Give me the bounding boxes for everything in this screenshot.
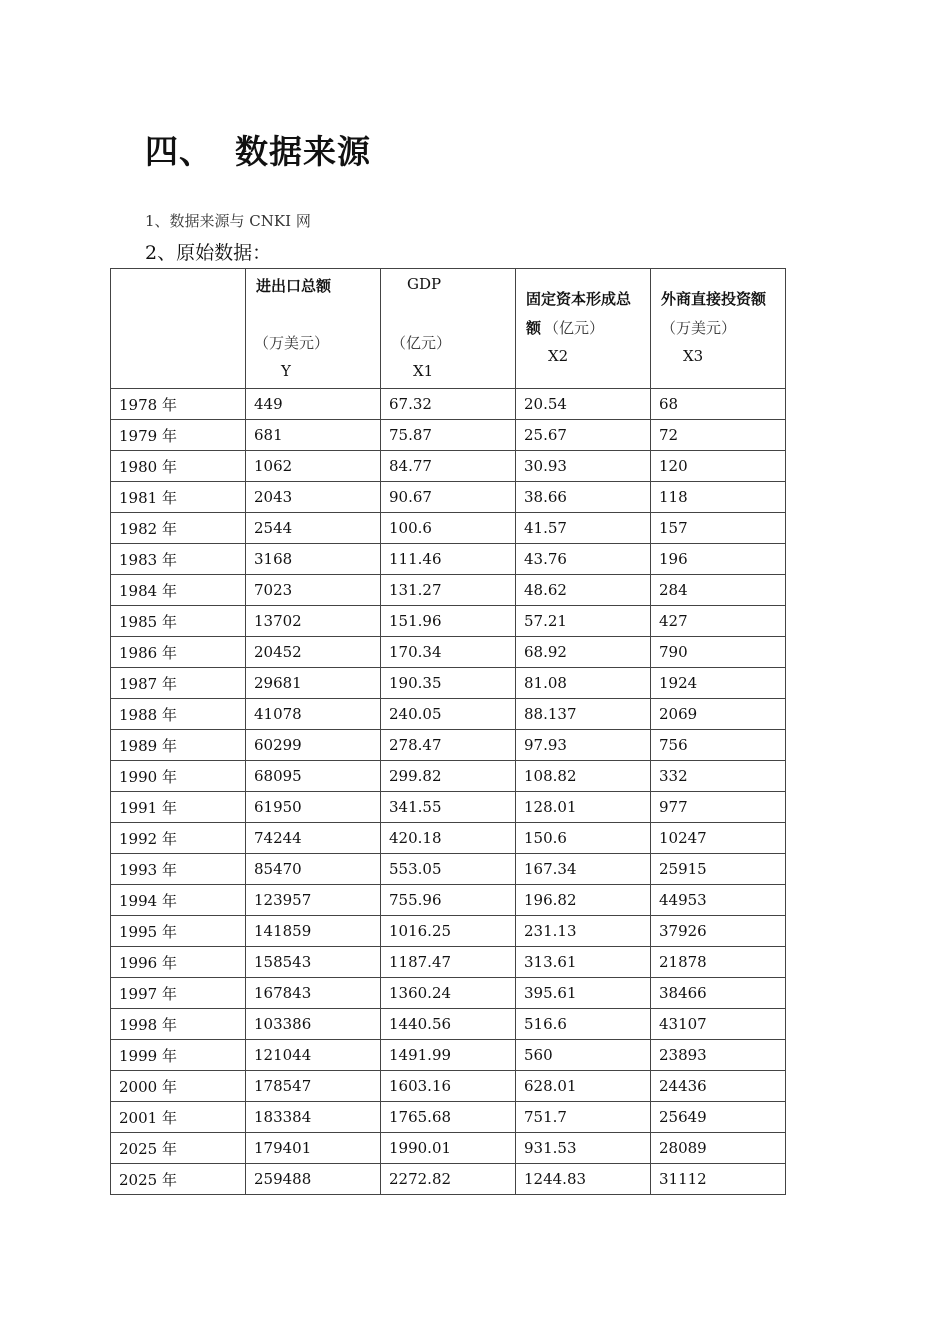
raw-data-label: 2、原始数据：	[145, 242, 272, 264]
x2-cell: 1244.83	[516, 1164, 651, 1195]
x2-cell: 57.21	[516, 606, 651, 637]
header-x1	[381, 269, 516, 389]
x2-cell: 38.66	[516, 482, 651, 513]
x3-cell: 23893	[651, 1040, 786, 1071]
x3-cell: 28089	[651, 1133, 786, 1164]
x3-cell: 21878	[651, 947, 786, 978]
x1-cell: 100.6	[381, 513, 516, 544]
y-cell: 103386	[246, 1009, 381, 1040]
y-cell: 178547	[246, 1071, 381, 1102]
x3-cell: 37926	[651, 916, 786, 947]
header-x1-unit: （亿元）	[391, 334, 452, 352]
header-x2-symbol: X2	[548, 347, 569, 365]
header-x3-unit: （万美元）	[661, 319, 737, 337]
x2-cell: 20.54	[516, 389, 651, 420]
year-cell: 1986 年	[111, 637, 246, 668]
header-x2-name-line2: 额	[526, 319, 542, 337]
x2-cell: 628.01	[516, 1071, 651, 1102]
year-cell: 1990 年	[111, 761, 246, 792]
x3-cell: 72	[651, 420, 786, 451]
x2-cell: 30.93	[516, 451, 651, 482]
table-row	[111, 730, 786, 761]
year-cell: 1998 年	[111, 1009, 246, 1040]
table-row	[111, 575, 786, 606]
y-cell: 449	[246, 389, 381, 420]
data-source-line: 1、数据来源与 CNKI 网	[145, 212, 311, 230]
x3-cell: 68	[651, 389, 786, 420]
table-row	[111, 668, 786, 699]
year-cell: 1983 年	[111, 544, 246, 575]
table-row	[111, 916, 786, 947]
y-cell: 68095	[246, 761, 381, 792]
x2-cell: 68.92	[516, 637, 651, 668]
x2-cell: 43.76	[516, 544, 651, 575]
x1-cell: 170.34	[381, 637, 516, 668]
table-row	[111, 885, 786, 916]
x2-cell: 231.13	[516, 916, 651, 947]
x3-cell: 25915	[651, 854, 786, 885]
x3-cell: 2069	[651, 699, 786, 730]
table-row	[111, 1071, 786, 1102]
x1-cell: 1440.56	[381, 1009, 516, 1040]
x2-cell: 196.82	[516, 885, 651, 916]
x1-cell: 1016.25	[381, 916, 516, 947]
table-row	[111, 699, 786, 730]
x3-cell: 284	[651, 575, 786, 606]
y-cell: 183384	[246, 1102, 381, 1133]
x1-cell: 151.96	[381, 606, 516, 637]
year-cell: 2025 年	[111, 1164, 246, 1195]
x2-cell: 41.57	[516, 513, 651, 544]
y-cell: 41078	[246, 699, 381, 730]
x3-cell: 196	[651, 544, 786, 575]
table-row	[111, 513, 786, 544]
year-cell: 2001 年	[111, 1102, 246, 1133]
y-cell: 74244	[246, 823, 381, 854]
year-cell: 1984 年	[111, 575, 246, 606]
x2-cell: 931.53	[516, 1133, 651, 1164]
year-cell: 2025 年	[111, 1133, 246, 1164]
x2-cell: 395.61	[516, 978, 651, 1009]
header-y-unit: （万美元）	[254, 334, 330, 352]
header-x3	[651, 269, 786, 389]
table-row	[111, 1009, 786, 1040]
table-row	[111, 978, 786, 1009]
x1-cell: 84.77	[381, 451, 516, 482]
year-cell: 1982 年	[111, 513, 246, 544]
y-cell: 681	[246, 420, 381, 451]
y-cell: 60299	[246, 730, 381, 761]
section-heading	[145, 126, 371, 173]
y-cell: 85470	[246, 854, 381, 885]
header-y-name: 进出口总额	[256, 277, 332, 295]
x3-cell: 25649	[651, 1102, 786, 1133]
table-header-row	[111, 269, 786, 389]
table-row	[111, 1040, 786, 1071]
x2-cell: 128.01	[516, 792, 651, 823]
y-cell: 2544	[246, 513, 381, 544]
x3-cell: 756	[651, 730, 786, 761]
x3-cell: 1924	[651, 668, 786, 699]
year-cell: 1999 年	[111, 1040, 246, 1071]
year-cell: 1980 年	[111, 451, 246, 482]
x1-cell: 1765.68	[381, 1102, 516, 1133]
header-y	[246, 269, 381, 389]
year-cell: 1987 年	[111, 668, 246, 699]
year-cell: 1985 年	[111, 606, 246, 637]
year-cell: 1996 年	[111, 947, 246, 978]
x2-cell: 48.62	[516, 575, 651, 606]
x1-cell: 75.87	[381, 420, 516, 451]
x1-cell: 420.18	[381, 823, 516, 854]
raw-data-table	[110, 268, 786, 1195]
table-row	[111, 451, 786, 482]
header-x1-symbol: X1	[413, 362, 434, 380]
x2-cell: 25.67	[516, 420, 651, 451]
year-cell: 2000 年	[111, 1071, 246, 1102]
year-cell: 1991 年	[111, 792, 246, 823]
y-cell: 179401	[246, 1133, 381, 1164]
year-cell: 1989 年	[111, 730, 246, 761]
year-cell: 1994 年	[111, 885, 246, 916]
table-row	[111, 637, 786, 668]
table-row	[111, 544, 786, 575]
x1-cell: 111.46	[381, 544, 516, 575]
table-row	[111, 389, 786, 420]
table-row	[111, 482, 786, 513]
x2-cell: 150.6	[516, 823, 651, 854]
x2-cell: 167.34	[516, 854, 651, 885]
y-cell: 1062	[246, 451, 381, 482]
x1-cell: 1603.16	[381, 1071, 516, 1102]
header-x3-name: 外商直接投资额	[661, 290, 767, 308]
x3-cell: 44953	[651, 885, 786, 916]
year-cell: 1979 年	[111, 420, 246, 451]
y-cell: 13702	[246, 606, 381, 637]
y-cell: 3168	[246, 544, 381, 575]
x1-cell: 553.05	[381, 854, 516, 885]
year-cell: 1997 年	[111, 978, 246, 1009]
y-cell: 29681	[246, 668, 381, 699]
table-row	[111, 1102, 786, 1133]
x1-cell: 1990.01	[381, 1133, 516, 1164]
x3-cell: 118	[651, 482, 786, 513]
x3-cell: 157	[651, 513, 786, 544]
x1-cell: 240.05	[381, 699, 516, 730]
table-row	[111, 1133, 786, 1164]
x2-cell: 108.82	[516, 761, 651, 792]
year-cell: 1992 年	[111, 823, 246, 854]
x1-cell: 1491.99	[381, 1040, 516, 1071]
x2-cell: 516.6	[516, 1009, 651, 1040]
table-body	[111, 389, 786, 1195]
y-cell: 20452	[246, 637, 381, 668]
table-row	[111, 1164, 786, 1195]
x1-cell: 299.82	[381, 761, 516, 792]
x3-cell: 38466	[651, 978, 786, 1009]
y-cell: 121044	[246, 1040, 381, 1071]
x3-cell: 790	[651, 637, 786, 668]
x2-cell: 97.93	[516, 730, 651, 761]
year-cell: 1988 年	[111, 699, 246, 730]
y-cell: 61950	[246, 792, 381, 823]
y-cell: 2043	[246, 482, 381, 513]
year-cell: 1995 年	[111, 916, 246, 947]
y-cell: 141859	[246, 916, 381, 947]
x3-cell: 332	[651, 761, 786, 792]
x1-cell: 341.55	[381, 792, 516, 823]
table-row	[111, 792, 786, 823]
header-year	[111, 269, 246, 389]
table-row	[111, 606, 786, 637]
y-cell: 123957	[246, 885, 381, 916]
x2-cell: 313.61	[516, 947, 651, 978]
header-x2	[516, 269, 651, 389]
x1-cell: 1187.47	[381, 947, 516, 978]
year-cell: 1993 年	[111, 854, 246, 885]
header-x2-unit: （亿元）	[544, 319, 605, 337]
header-x3-symbol: X3	[683, 347, 704, 365]
table-row	[111, 947, 786, 978]
y-cell: 158543	[246, 947, 381, 978]
header-x1-name: GDP	[407, 275, 442, 293]
x3-cell: 24436	[651, 1071, 786, 1102]
x2-cell: 88.137	[516, 699, 651, 730]
x1-cell: 2272.82	[381, 1164, 516, 1195]
y-cell: 259488	[246, 1164, 381, 1195]
x2-cell: 81.08	[516, 668, 651, 699]
x3-cell: 43107	[651, 1009, 786, 1040]
x1-cell: 1360.24	[381, 978, 516, 1009]
x1-cell: 278.47	[381, 730, 516, 761]
section-title: 数据来源	[235, 132, 371, 171]
x3-cell: 10247	[651, 823, 786, 854]
x1-cell: 755.96	[381, 885, 516, 916]
y-cell: 167843	[246, 978, 381, 1009]
section-number: 四、	[145, 132, 213, 171]
x3-cell: 427	[651, 606, 786, 637]
x2-cell: 560	[516, 1040, 651, 1071]
table-row	[111, 854, 786, 885]
table-row	[111, 420, 786, 451]
year-cell: 1978 年	[111, 389, 246, 420]
x1-cell: 131.27	[381, 575, 516, 606]
x2-cell: 751.7	[516, 1102, 651, 1133]
y-cell: 7023	[246, 575, 381, 606]
year-cell: 1981 年	[111, 482, 246, 513]
header-x2-name-line1: 固定资本形成总	[526, 290, 632, 308]
x1-cell: 190.35	[381, 668, 516, 699]
x1-cell: 67.32	[381, 389, 516, 420]
x3-cell: 31112	[651, 1164, 786, 1195]
x3-cell: 977	[651, 792, 786, 823]
x3-cell: 120	[651, 451, 786, 482]
table-row	[111, 761, 786, 792]
header-y-symbol: Y	[281, 362, 291, 380]
x1-cell: 90.67	[381, 482, 516, 513]
table-row	[111, 823, 786, 854]
